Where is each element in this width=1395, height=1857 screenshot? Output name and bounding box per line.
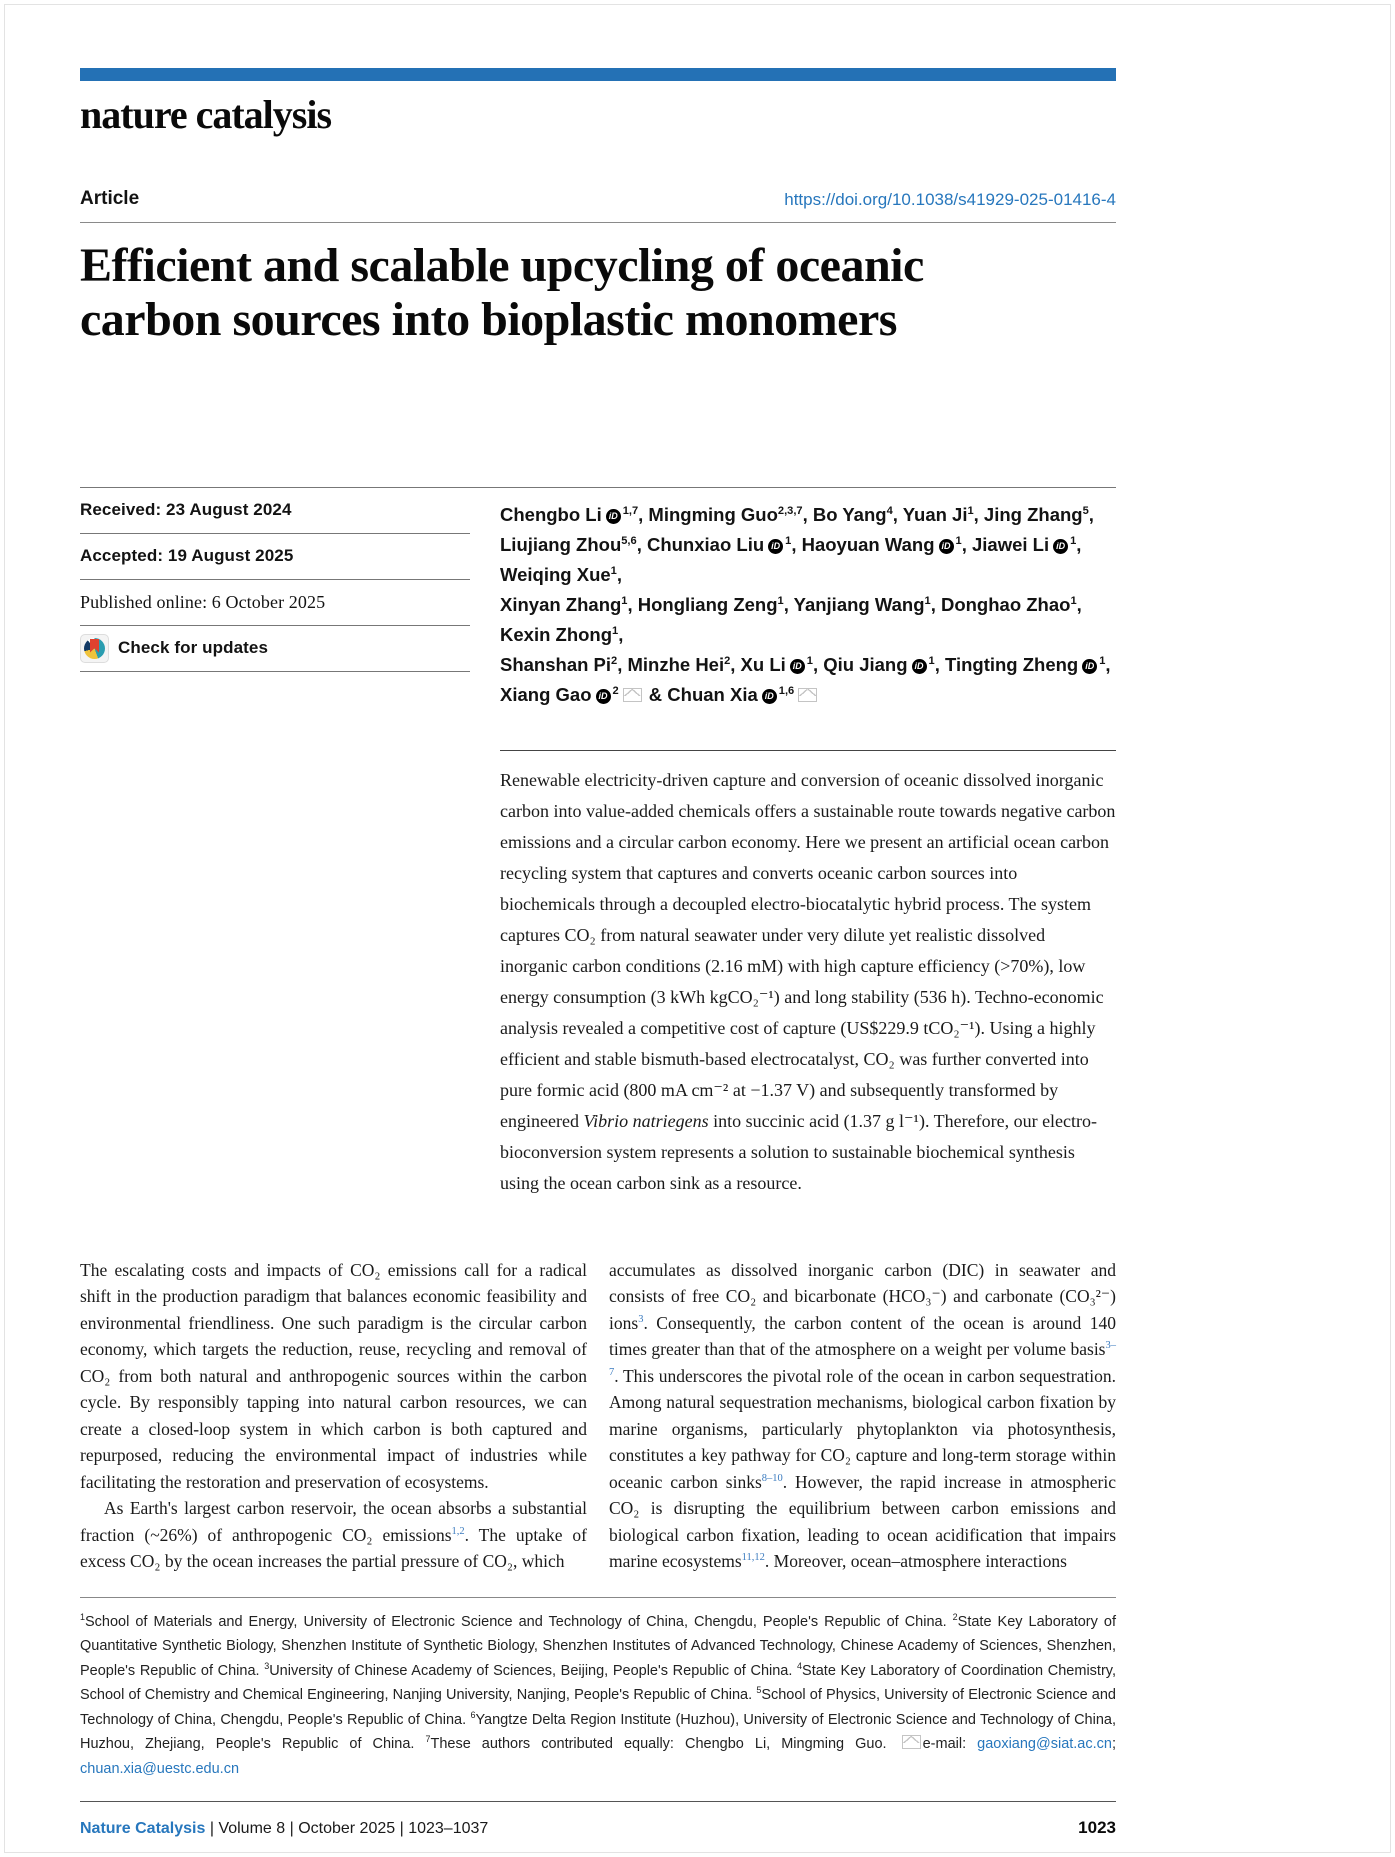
received-date: Received: 23 August 2024	[80, 488, 470, 534]
title-line-2: carbon sources into bioplastic monomers	[80, 292, 897, 346]
footer-issue-info: | Volume 8 | October 2025 | 1023–1037	[205, 1820, 489, 1837]
abstract-text: Renewable electricity-driven capture and conversion of oceanic dissolved inorganic carbon into value-added chemicals offers a sustainable route towards negative carbon emissions and a circular carbon economy. Here we present an artificial ocean carbon recycling system that captures and converts oceanic carbon sources into biochemicals through a decoupled electro-biocatalytic hybrid process. The system captures CO₂ from natural seawater under very dilute yet realistic dissolved inorganic carbon conditions (2.16 mM) with high capture efficiency (>70%), low energy consumption (3 kWh kgCO₂⁻¹) and long stability (536 h). Techno-economic analysis revealed a competitive cost of capture (US$229.9 tCO₂⁻¹). Using a highly efficient and stable bismuth-based electrocatalyst, CO₂ was further converted into pure formic acid (800 mA cm⁻² at −1.37 V) and subsequently transformed by engineered Vibrio natriegens into succinic acid (1.37 g l⁻¹). Therefore, our electro-bioconversion system represents a solution to sustainable biochemical synthesis using the ocean carbon sink as a resource.	[500, 769, 1116, 1193]
orcid-icon[interactable]: iD	[939, 539, 954, 554]
article-header-row	[80, 188, 1116, 223]
orcid-icon[interactable]: iD	[790, 659, 805, 674]
body-text-section	[80, 1257, 1116, 1575]
doi-link[interactable]: https://doi.org/10.1038/s41929-025-01416-4	[784, 190, 1116, 209]
orcid-icon[interactable]: iD	[606, 509, 621, 524]
body-right-column	[609, 1257, 1116, 1575]
footer-citation	[80, 1820, 488, 1838]
orcid-icon[interactable]: iD	[1082, 659, 1097, 674]
author-list-line: Shanshan Pi$^2$, Minzhe Hei$^2$, Xu Li iD $^1$, Qiu Jiang iD $^1$, Tingting Zheng iD $^1$,	[500, 653, 1111, 675]
body-paragraph: accumulates as dissolved inorganic carbon (DIC) in seawater and consists of free CO₂ and bicarbonate (HCO₃⁻) and carbonate (CO₃²⁻) ions$^3$. Consequently, the carbon content of the ocean is around 140 times greater than that of the atmosphere on a weight per volume basis$^{3-7}$. This underscores the pivotal role of the ocean in carbon sequestration. Among natural sequestration mechanisms, biological carbon fixation by marine organisms, particularly phytoplankton via photosynthesis, constitutes a key pathway for CO₂ capture and long-term storage within oceanic carbon sinks$^{8-10}$. However, the rapid increase in atmospheric CO₂ is disrupting the equilibrium between carbon emissions and biological carbon fixation, leading to ocean acidification that impairs marine ecosystems$^{11,12}$. Moreover, ocean–atmosphere interactions	[609, 1259, 1117, 1571]
abstract-divider	[500, 750, 1116, 751]
body-paragraph: As Earth's largest carbon reservoir, the ocean absorbs a substantial fraction (~26%) of anthropogenic CO₂ emissions$^{1,2}$. The uptake of excess CO₂ by the ocean increases the partial pressure of CO₂, which	[80, 1498, 587, 1571]
journal-logo: nature catalysis	[80, 92, 332, 137]
page-content	[80, 0, 1116, 1838]
body-paragraph: The escalating costs and impacts of CO₂ emissions call for a radical shift in the production paradigm that balances economic feasibility and environmental friendliness. One such paradigm is the circular carbon economy, which targets the reduction, reuse, recycling and removal of CO₂ from both natural and anthropogenic sources within the carbon cycle. By responsibly tapping into natural carbon resources, we can create a closed-loop system in which carbon is both captured and repurposed, reducing the environmental impact of industries while facilitating the restoration and preservation of ecosystems.	[80, 1259, 587, 1492]
article-history-column	[80, 488, 470, 1199]
check-for-updates-label: Check for updates	[118, 638, 269, 657]
published-date: Published online: 6 October 2025	[80, 580, 470, 626]
author-list-line: Liujiang Zhou$^{5,6}$, Chunxiao Liu iD $^1$, Haoyuan Wang iD $^1$, Jiawei Li iD $^1$, Weiqing Xue$^1$,	[500, 533, 1082, 585]
footer-journal-name: Nature Catalysis	[80, 1820, 206, 1837]
meta-authors-section	[80, 487, 1116, 1199]
page-number: 1023	[1078, 1818, 1116, 1837]
title-line-1: Efficient and scalable upcycling of oceanic	[80, 239, 924, 292]
orcid-icon[interactable]: iD	[596, 689, 611, 704]
email-link[interactable]: chuan.xia@uestc.edu.cn	[80, 1760, 240, 1777]
page-title	[80, 239, 1116, 347]
brand-color-bar	[80, 68, 1116, 81]
orcid-icon[interactable]: iD	[762, 689, 777, 704]
email-envelope-icon[interactable]	[798, 688, 817, 702]
author-list-line: Xinyan Zhang$^1$, Hongliang Zeng$^1$, Yanjiang Wang$^1$, Donghao Zhao$^1$, Kexin Zhong$^1$,	[500, 593, 1082, 645]
article-type-label: Article	[80, 188, 140, 209]
orcid-icon[interactable]: iD	[912, 659, 927, 674]
author-list-line: Chengbo Li iD $^{1,7}$, Mingming Guo$^{2,3,7}$, Bo Yang$^4$, Yuan Ji$^1$, Jing Zhang$^5$,	[500, 503, 1094, 525]
body-left-column	[80, 1257, 587, 1575]
authors-abstract-column	[470, 488, 1116, 1199]
orcid-icon[interactable]: iD	[1053, 539, 1068, 554]
orcid-icon[interactable]: iD	[768, 539, 783, 554]
affiliations-footnotes: $^1$School of Materials and Energy, University of Electronic Science and Technology of China, Chengdu, People's Republic of China. $^2$State Key Laboratory of Quantitative Synthetic Biology, Shenzhen Institute of Synthetic Biology, Shenzhen Institutes of Advanced Technology, Chinese Academy of Sciences, Shenzhen, People's Republic of China. $^3$University of Chinese Academy of Sciences, Beijing, People's Republic of China. $^4$State Key Laboratory of Coordination Chemistry, School of Chemistry and Chemical Engineering, Nanjing University, Nanjing, People's Republic of China. $^5$School of Physics, University of Electronic Science and Technology of China, Chengdu, People's Republic of China. $^6$Yangtze Delta Region Institute (Huzhou), University of Electronic Science and Technology of China, Huzhou, Zhejiang, People's Republic of China. $^7$These authors contributed equally: Chengbo Li, Mingming Guo. e-mail: gaoxiang@siat.ac.cn; chuan.xia@uestc.edu.cn	[80, 1597, 1116, 1782]
accepted-date: Accepted: 19 August 2025	[80, 534, 470, 580]
page-footer	[80, 1801, 1116, 1838]
check-for-updates-button[interactable]	[80, 626, 470, 672]
email-envelope-icon[interactable]	[902, 1735, 921, 1749]
email-link[interactable]: gaoxiang@siat.ac.cn	[977, 1736, 1112, 1752]
email-envelope-icon[interactable]	[623, 688, 642, 702]
crossmark-icon	[80, 634, 109, 663]
author-list-line: Xiang Gao iD $^2$ & Chuan Xia iD $^{1,6}$	[500, 680, 1116, 710]
